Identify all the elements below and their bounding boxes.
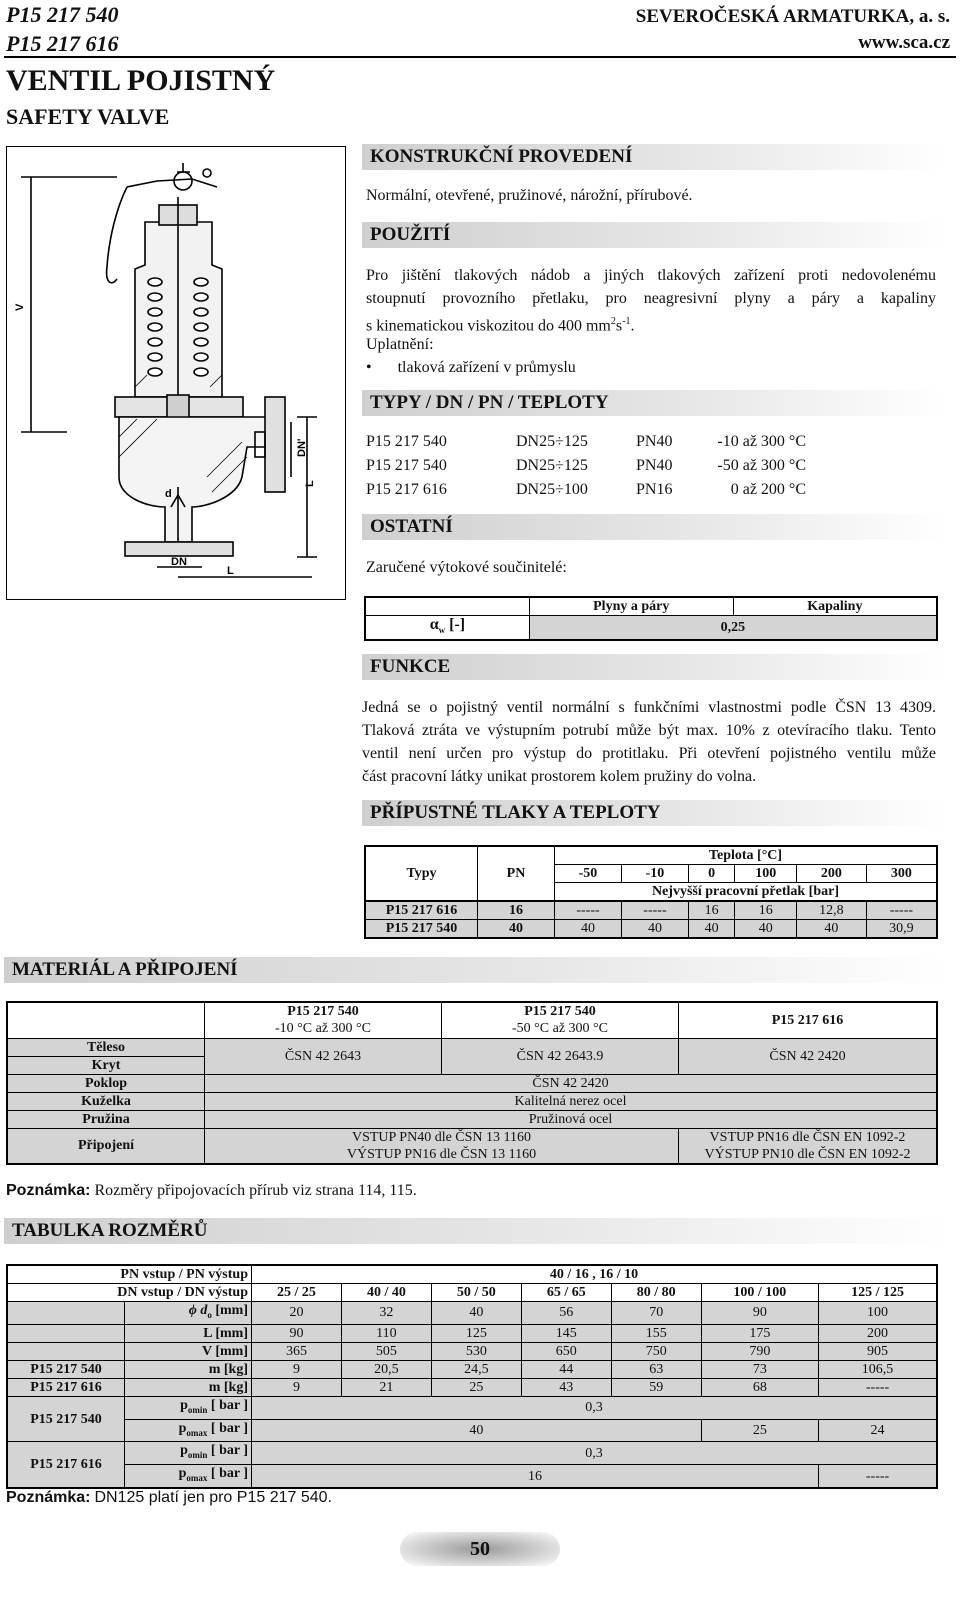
v-cell: 750 — [611, 1342, 701, 1360]
pmin540-value: 0,3 — [252, 1396, 938, 1419]
note-label: Poznámka: — [6, 1489, 91, 1506]
col-540a-temp: -10 °C až 300 °C — [275, 1021, 371, 1037]
value-cell: 40 — [735, 920, 797, 939]
teplota-header: Teplota [°C] — [555, 846, 938, 865]
p-symbol: p — [180, 1443, 188, 1459]
typy-pn: PN40 — [636, 457, 673, 474]
do-cell: 40 — [431, 1302, 521, 1325]
temp-cell: -50 — [555, 865, 622, 883]
m-cell: 43 — [521, 1378, 611, 1396]
note-text: Rozměry připojovacích přírub viz strana 114, 115. — [94, 1182, 417, 1199]
value-cell: 40 — [555, 920, 622, 939]
do-sub: o — [207, 1309, 212, 1320]
value-cell: ----- — [866, 901, 937, 920]
v-cell: 650 — [521, 1342, 611, 1360]
omax-sub: omax — [186, 1472, 208, 1483]
product-code-2: P15 217 616 — [6, 31, 119, 56]
v-cell: 530 — [431, 1342, 521, 1360]
pmin616-value: 0,3 — [252, 1442, 938, 1465]
alpha-unit: [-] — [445, 616, 466, 633]
dn-cell: 100 / 100 — [701, 1284, 818, 1302]
body-616: ČSN 42 2420 — [679, 1038, 938, 1074]
bullet-dot-icon: • — [366, 359, 372, 376]
pmax616-value-b: ----- — [819, 1465, 937, 1488]
dn-cell: 50 / 50 — [431, 1284, 521, 1302]
uplatneni-label: Uplatnění: — [366, 336, 434, 353]
section-tlaky: PŘÍPUSTNÉ TLAKY A TEPLOTY — [362, 800, 948, 826]
typy-type: P15 217 540 — [366, 433, 447, 450]
p-symbol: p — [180, 1397, 188, 1413]
unit-s: s — [615, 317, 623, 335]
pn-value: 40 / 16 , 16 / 10 — [252, 1265, 938, 1284]
omin-sub: omin — [187, 1450, 208, 1461]
l-label: L [mm] — [125, 1324, 252, 1342]
type-cell: P15 217 540 — [365, 920, 478, 939]
l-cell: 90 — [252, 1324, 342, 1342]
do-cell: 32 — [341, 1302, 431, 1325]
bar-unit: [ bar ] — [207, 1397, 248, 1413]
m616-label: m [kg] — [125, 1378, 252, 1396]
coefficient-table — [364, 596, 938, 641]
dn-label: DN vstup / DN výstup — [7, 1284, 252, 1302]
alpha-symbol: α — [429, 616, 439, 633]
value-cell: 16 — [688, 901, 734, 920]
pripojeni-540-out: VÝSTUP PN16 dle ČSN 13 1160 — [346, 1146, 537, 1162]
v-cell: 790 — [701, 1342, 818, 1360]
section-typy: TYPY / DN / PN / TEPLOTY — [362, 390, 948, 416]
col-plyny: Plyny a páry — [529, 597, 733, 616]
l-cell: 125 — [431, 1324, 521, 1342]
m540-label: m [kg] — [125, 1360, 252, 1378]
v-cell: 505 — [341, 1342, 431, 1360]
dim-v-label: V — [14, 303, 26, 311]
bullet-text: tlaková zařízení v průmyslu — [397, 359, 576, 376]
typy-dn: DN25÷125 — [516, 433, 588, 450]
col-540b-temp: -50 °C až 300 °C — [512, 1021, 608, 1037]
dimension-note — [6, 1486, 332, 1509]
temp-cell: 0 — [688, 865, 734, 883]
col-540a-type: P15 217 540 — [287, 1004, 359, 1020]
l-cell: 145 — [521, 1324, 611, 1342]
m-cell: 9 — [252, 1360, 342, 1378]
pripojeni-616 — [679, 1128, 938, 1164]
m-cell: 25 — [431, 1378, 521, 1396]
m-cell: 68 — [701, 1378, 818, 1396]
typy-temp: -50 až 300 °C — [717, 457, 806, 474]
m-cell: 63 — [611, 1360, 701, 1378]
value-cell: 40 — [621, 920, 688, 939]
pouziti-line-2: stoupnutí provozního přetlaku, pro neagresivní plyny a páry a kapaliny — [366, 290, 936, 307]
company-block — [636, 4, 950, 56]
pripojeni-540 — [205, 1128, 679, 1164]
dn-cell: 25 / 25 — [252, 1284, 342, 1302]
omin-sub: omin — [187, 1404, 208, 1415]
typy-pn: PN40 — [636, 433, 673, 450]
value-cell: 40 — [688, 920, 734, 939]
m-cell: 20,5 — [341, 1360, 431, 1378]
col-540b — [442, 1002, 679, 1038]
dim-l2-label: L — [304, 480, 316, 487]
product-codes — [6, 0, 118, 58]
temp-cell: 100 — [735, 865, 797, 883]
pmax540-value-a: 40 — [252, 1419, 702, 1442]
typy-row-1 — [366, 430, 806, 453]
l-cell: 200 — [819, 1324, 937, 1342]
value-cell: ----- — [621, 901, 688, 920]
do-unit: [mm] — [211, 1303, 248, 1318]
do-label — [125, 1302, 252, 1325]
temp-cell: 300 — [866, 865, 937, 883]
p-symbol: p — [178, 1420, 187, 1436]
section-ostatni: OSTATNÍ — [362, 514, 948, 540]
dn-cell: 80 / 80 — [611, 1284, 701, 1302]
value-cell: 12,8 — [797, 901, 867, 920]
bar-unit: [ bar ] — [207, 1466, 248, 1482]
l-cell: 175 — [701, 1324, 818, 1342]
do-cell: 70 — [611, 1302, 701, 1325]
pressure-table — [364, 845, 938, 939]
typy-type: P15 217 540 — [366, 457, 447, 474]
pn-cell: 40 — [478, 920, 555, 939]
row-kryt: Kryt — [7, 1056, 205, 1074]
section-konstrukce: KONSTRUKČNÍ PROVEDENÍ — [362, 144, 948, 170]
funkce-line-2: Tlaková ztráta ve výstupním potrubí může být max. 10% z otevíracího tlaku. Tento — [362, 722, 936, 739]
pripojeni-540-in: VSTUP PN40 dle ČSN 13 1160 — [351, 1129, 532, 1145]
ostatni-text: Zaručené výtokové součinitelé: — [366, 559, 567, 576]
p616-type: P15 217 616 — [7, 1442, 125, 1488]
section-rozmeru: TABULKA ROZMĚRŮ — [4, 1218, 948, 1244]
m-cell: 21 — [341, 1378, 431, 1396]
pmax540-value-b: 25 — [701, 1419, 818, 1442]
pmax-label — [125, 1419, 252, 1442]
row-teleso: Těleso — [7, 1038, 205, 1056]
pouziti-line-3-text: s kinematickou viskozitou do 400 mm — [366, 317, 611, 335]
row-pripojeni: Připojení — [7, 1128, 205, 1164]
dimension-table — [6, 1264, 938, 1489]
body-540b: ČSN 42 2643.9 — [442, 1038, 679, 1074]
pn-cell: 16 — [478, 901, 555, 920]
typy-temp: -10 až 300 °C — [717, 433, 806, 450]
funkce-line-3: ventil není určen pro výstup do protitlaku. Při otevření pojistného ventilu může — [362, 745, 936, 762]
m-cell: 24,5 — [431, 1360, 521, 1378]
bar-unit: [ bar ] — [207, 1420, 248, 1436]
pripojeni-616-in: VSTUP PN16 dle ČSN EN 1092-2 — [709, 1129, 906, 1145]
p540-type: P15 217 540 — [7, 1396, 125, 1442]
m540-type: P15 217 540 — [7, 1360, 125, 1378]
bullet-item — [366, 356, 576, 379]
dim-dn-label: DN — [171, 556, 187, 568]
pn-header: PN — [478, 846, 555, 901]
v-cell: 905 — [819, 1342, 937, 1360]
pn-label: PN vstup / PN výstup — [7, 1265, 252, 1284]
temp-cell: 200 — [797, 865, 867, 883]
pmin-label — [125, 1442, 252, 1465]
sup-2: 2 — [610, 316, 616, 327]
temp-cell: -10 — [621, 865, 688, 883]
pmax540-value-c: 24 — [819, 1419, 937, 1442]
dim-l-label: L — [227, 565, 234, 577]
dn-cell: 40 / 40 — [341, 1284, 431, 1302]
typy-row-2 — [366, 454, 806, 477]
body-540a: ČSN 42 2643 — [205, 1038, 442, 1074]
pruzina-value: Pružinová ocel — [205, 1110, 938, 1128]
section-pouziti: POUŽITÍ — [362, 222, 948, 248]
typy-dn: DN25÷100 — [516, 481, 588, 498]
m-cell: 44 — [521, 1360, 611, 1378]
alpha-label — [365, 616, 529, 641]
page-number: 50 — [470, 1538, 490, 1560]
konstrukce-text: Normální, otevřené, pružinové, nárožní, přírubové. — [366, 187, 693, 204]
row-pruzina: Pružina — [7, 1110, 205, 1128]
typy-dn: DN25÷125 — [516, 457, 588, 474]
pmax-label — [125, 1465, 252, 1488]
company-name: SEVEROČESKÁ ARMATURKA, a. s. — [635, 6, 950, 27]
m616-type: P15 217 616 — [7, 1378, 125, 1396]
dn-cell: 65 / 65 — [521, 1284, 611, 1302]
v-label: V [mm] — [125, 1342, 252, 1360]
typy-pn: PN16 — [636, 481, 673, 498]
bar-unit: [ bar ] — [207, 1443, 248, 1459]
typy-row-3 — [366, 478, 806, 501]
sup-minus-1: -1 — [622, 316, 631, 327]
value-cell: ----- — [555, 901, 622, 920]
do-symbol: ϕ d — [188, 1303, 208, 1318]
valve-cross-section-icon — [7, 147, 345, 599]
typy-temp: 0 až 200 °C — [730, 481, 806, 498]
nejvyssi-header: Nejvyšší pracovní přetlak [bar] — [555, 883, 938, 902]
type-cell: P15 217 616 — [365, 901, 478, 920]
col-kapaliny: Kapaliny — [733, 597, 937, 616]
typy-type: P15 217 616 — [366, 481, 447, 498]
typy-header: Typy — [365, 846, 478, 901]
v-cell: 365 — [252, 1342, 342, 1360]
m-cell: 9 — [252, 1378, 342, 1396]
valve-drawing — [6, 146, 346, 600]
alpha-sub: w — [438, 625, 446, 636]
section-funkce: FUNKCE — [362, 654, 948, 680]
m-cell: 59 — [611, 1378, 701, 1396]
pmin-label — [125, 1396, 252, 1419]
omax-sub: omax — [186, 1427, 208, 1438]
pouziti-line-1: Pro jištění tlakových nádob a jiných tlakových zařízení proti nedovolenému — [366, 267, 936, 284]
m-cell: 106,5 — [819, 1360, 937, 1378]
do-cell: 20 — [252, 1302, 342, 1325]
row-poklop: Poklop — [7, 1074, 205, 1092]
l-cell: 155 — [611, 1324, 701, 1342]
dn-cell: 125 / 125 — [819, 1284, 937, 1302]
dim-dn2-label: DN' — [296, 438, 308, 457]
poklop-value: ČSN 42 2420 — [205, 1074, 938, 1092]
kuzelka-value: Kalitelná nerez ocel — [205, 1092, 938, 1110]
header-rule — [4, 56, 956, 58]
m-cell: ----- — [819, 1378, 937, 1396]
row-kuzelka: Kuželka — [7, 1092, 205, 1110]
dim-do-label: d — [165, 488, 172, 500]
do-cell: 90 — [701, 1302, 818, 1325]
value-cell: 16 — [735, 901, 797, 920]
col-540b-type: P15 217 540 — [524, 1004, 596, 1020]
product-code-1: P15 217 540 — [6, 2, 119, 27]
note-label: Poznámka: — [6, 1182, 91, 1199]
col-540a — [205, 1002, 442, 1038]
period: . — [630, 317, 635, 335]
company-web[interactable]: www.sca.cz — [858, 32, 950, 53]
funkce-line-4: část pracovní látky unikat prostorem kolem pružiny do volna. — [362, 768, 757, 785]
alpha-value: 0,25 — [529, 616, 937, 641]
pripojeni-616-out: VÝSTUP PN10 dle ČSN EN 1092-2 — [704, 1146, 911, 1162]
funkce-line-1: Jedná se o pojistný ventil normální s funkčními vlastnostmi podle ČSN 13 4309. — [362, 699, 936, 716]
material-note — [6, 1179, 417, 1202]
note-text: DN125 platí jen pro P15 217 540. — [94, 1489, 332, 1506]
page-number-badge — [400, 1532, 560, 1566]
page-title: VENTIL POJISTNÝ — [6, 64, 276, 97]
pmax616-value-a: 16 — [252, 1465, 819, 1488]
m-cell: 73 — [701, 1360, 818, 1378]
table-row — [365, 920, 937, 939]
material-table — [6, 1001, 938, 1165]
do-cell: 100 — [819, 1302, 937, 1325]
do-cell: 56 — [521, 1302, 611, 1325]
p-symbol: p — [178, 1466, 187, 1482]
table-row — [365, 901, 937, 920]
page-subtitle: SAFETY VALVE — [6, 104, 170, 129]
col-616: P15 217 616 — [679, 1002, 938, 1038]
value-cell: 30,9 — [866, 920, 937, 939]
value-cell: 40 — [797, 920, 867, 939]
l-cell: 110 — [341, 1324, 431, 1342]
section-material: MATERIÁL A PŘIPOJENÍ — [4, 957, 948, 983]
